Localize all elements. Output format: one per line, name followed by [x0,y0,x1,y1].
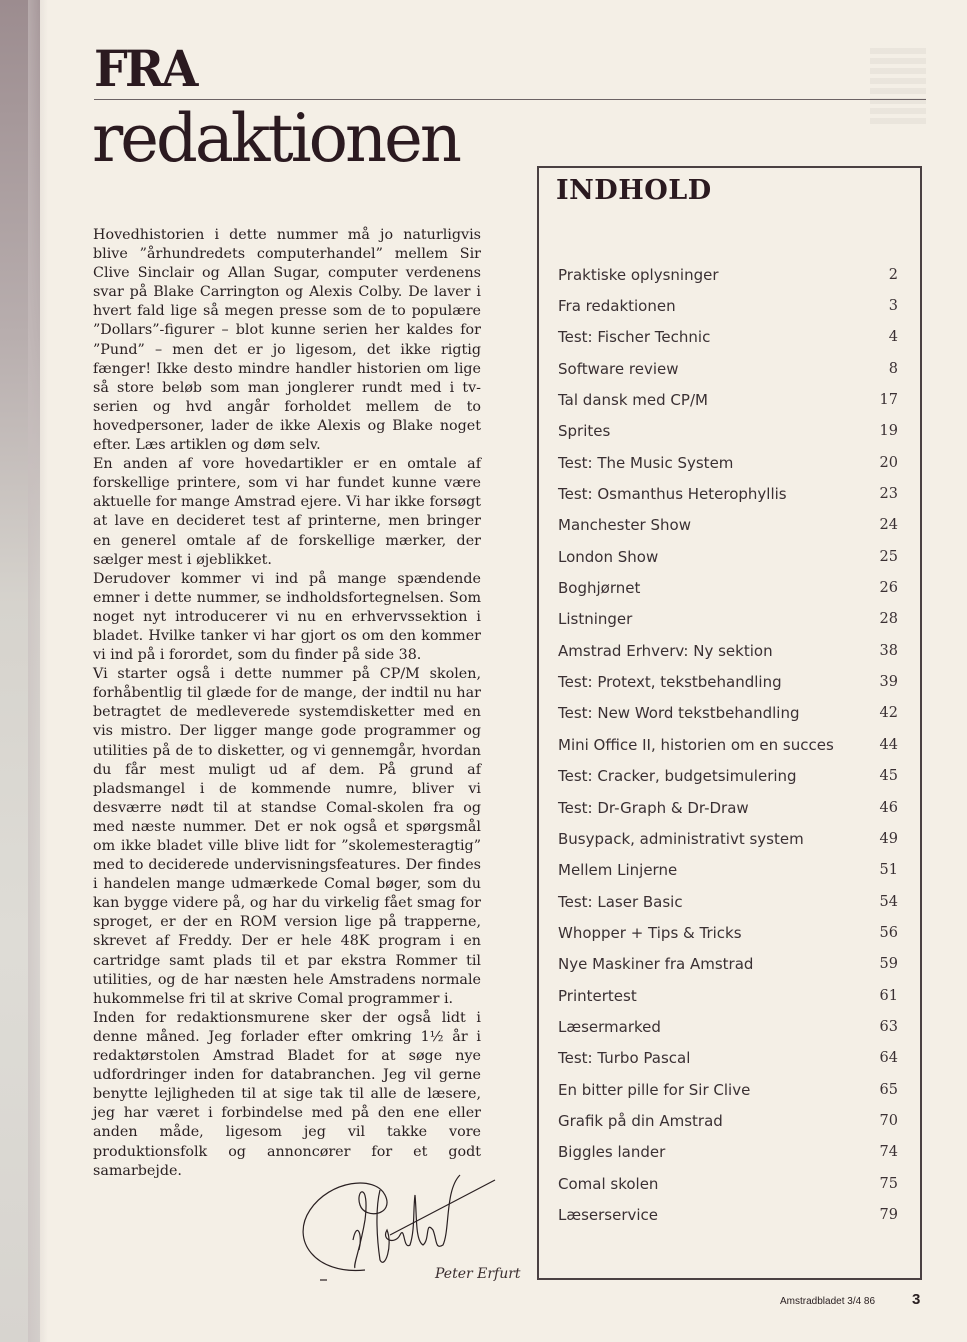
signature-image [285,1150,505,1285]
toc-item-page: 64 [879,1050,898,1067]
toc-item-page: 25 [879,548,898,565]
toc-item[interactable] [558,572,898,603]
toc-item[interactable] [558,1074,898,1105]
signature-name: Peter Erfurt [435,1266,521,1282]
toc-item-label: Comal skolen [558,1174,659,1193]
toc-item[interactable] [558,541,898,572]
toc-item-label: Test: The Music System [558,453,734,472]
toc-item[interactable] [558,384,898,415]
toc-item-page: 45 [879,768,898,785]
toc-item-page: 61 [879,987,898,1004]
toc-item-page: 19 [879,423,898,440]
editorial-paragraph: En anden af vore hovedartikler er en omtale af forskellige printere, som vi har fundet kunne være aktuelle for mange Amstrad ejere. Vi har ikke forsøgt at lave en decideret test af printerne, men bringer en generel omtale af de forskellige mærker, der sælger mest i øjeblikket. [93,456,482,568]
toc-item-label: Test: Fischer Technic [558,328,711,347]
toc-item-label: Fra redaktionen [558,297,676,316]
toc-item-page: 65 [879,1081,898,1098]
toc-item-page: 49 [879,830,898,847]
toc-item-page: 70 [879,1112,898,1129]
toc-item[interactable] [558,1043,898,1074]
toc-item-label: Læsermarked [558,1017,661,1036]
toc-item[interactable] [558,729,898,760]
bleed-through [870,48,926,124]
toc-item[interactable] [558,917,898,948]
toc-item-label: Praktiske oplysninger [558,265,719,284]
toc-item-page: 79 [879,1206,898,1223]
toc-item-label: Test: Laser Basic [558,892,683,911]
toc-item[interactable] [558,666,898,697]
editorial-paragraph: Hovedhistorien i dette nummer må jo naturligvis blive ”århundredets computerhandel” mellem Sir Clive Sinclair og Allan Sugar, computer verdenens svar på Blake Carrington og Alexis Colby. De laver i hvert fald lige så megen presse som de to populære ”Dollars”-figurer – blot kunne serien her kaldes for ”Pund” – men det er jo ligesom, det ikke rigtig fænger! Ikke desto mindre handler historien om lige så store beløb som man jonglerer rundt med i tv-serien og hvd angår forholdet mellem de to hovedpersoner, lader de ikke Alexis og Blake noget efter. Læs artiklen og døm selv. [93,227,481,454]
toc-item-page: 39 [879,674,898,691]
toc-item-label: Test: Osmanthus Heterophyllis [558,485,787,504]
header-kicker: FRA [94,39,196,98]
toc-item-page: 74 [879,1144,898,1161]
toc-item[interactable] [558,1199,898,1230]
toc-item[interactable] [558,322,898,353]
toc-item-page: 51 [879,862,898,879]
toc-item-page: 4 [888,329,898,346]
toc-item-page: 24 [879,517,898,534]
toc-item[interactable] [558,761,898,792]
toc-item[interactable] [558,886,898,917]
toc-item-label: Test: Dr-Graph & Dr-Draw [558,798,749,817]
toc-item-page: 56 [879,924,898,941]
toc-item-label: Boghjørnet [558,579,641,598]
toc-item[interactable] [558,604,898,635]
toc-item[interactable] [558,510,898,541]
toc-item-label: Test: New Word tekstbehandling [558,704,800,723]
editorial-paragraph: Inden for redaktionsmurene sker der også lidt i denne måned. Jeg forlader efter omkring 1½ år i redaktørstolen Amstrad Bladet for at søge nye udfordringer inden for databranchen. Jeg vil gerne benytte lejligheden til at sige tak til alle de læsere, jeg har været i forbindelse med på den ene eller anden måde, ligesom jeg vil takke vore produktionsfolk og annoncører for et godt samarbejde. [93,1009,481,1179]
toc-item-page: 8 [888,360,898,377]
editorial-paragraph: Derudover kommer vi ind på mange spændende emner i dette nummer, se indholdsfortegnelsen. Som noget nyt introducerer vi nu en erhvervssektion i bladet. Hvilke tanker vi har gjort os om den kommer vi ind på i forordet, som du finder på side 38. [93,570,481,664]
toc-list [558,259,898,1231]
toc-item-page: 23 [879,486,898,503]
toc-item-page: 59 [879,956,898,973]
toc-item-label: Test: Turbo Pascal [558,1049,691,1068]
toc-item-label: Listninger [558,610,633,629]
toc-item[interactable] [558,792,898,823]
editorial-body [93,226,481,1181]
toc-item-label: Whopper + Tips & Tricks [558,923,742,942]
page-title: redaktionen [92,100,459,177]
toc-item-page: 26 [879,580,898,597]
page-binding-fade [28,0,48,1342]
toc-item-label: Printertest [558,986,637,1005]
toc-item-page: 28 [879,611,898,628]
toc-item[interactable] [558,447,898,478]
toc-item-page: 44 [879,736,898,753]
toc-item-label: London Show [558,547,659,566]
toc-item-label: Grafik på din Amstrad [558,1111,723,1130]
toc-item-label: Manchester Show [558,516,691,535]
toc-item[interactable] [558,416,898,447]
toc-item[interactable] [558,1137,898,1168]
toc-item-page: 54 [879,893,898,910]
toc-item[interactable] [558,698,898,729]
toc-item-label: Test: Protext, tekstbehandling [558,673,782,692]
toc-item[interactable] [558,1011,898,1042]
toc-item-page: 17 [879,392,898,409]
toc-item-label: En bitter pille for Sir Clive [558,1080,751,1099]
footer-magazine-issue: Amstradbladet 3/4 86 [780,1296,876,1307]
toc-item-label: Biggles lander [558,1143,666,1162]
toc-item-label: Mellem Linjerne [558,861,678,880]
toc-item-label: Software review [558,359,679,378]
toc-item-page: 3 [888,298,898,315]
toc-item-page: 63 [879,1018,898,1035]
toc-item-page: 38 [879,642,898,659]
toc-item-page: 46 [879,799,898,816]
toc-item[interactable] [558,259,898,290]
toc-item[interactable] [558,1105,898,1136]
toc-item-page: 75 [879,1175,898,1192]
toc-item-page: 20 [879,454,898,471]
toc-item-label: Læserservice [558,1205,659,1224]
toc-title: INDHOLD [556,175,712,206]
toc-item-label: Mini Office II, historien om en succes [558,735,834,754]
toc-item[interactable] [558,1168,898,1199]
toc-item[interactable] [558,855,898,886]
toc-item[interactable] [558,823,898,854]
toc-item-page: 42 [879,705,898,722]
toc-item[interactable] [558,478,898,509]
footer-page-number: 3 [912,1291,921,1308]
editorial-paragraph: Vi starter også i dette nummer på CP/M skolen, forhåbentlig til glæde for de mange, der indtil nu har betragtet de medleverede systemdisketter med en vis mistro. Der ligger mange gode programmer og utilities på de to disketter, og vi gennemgår, hvordan du får mest muligt ud af dem. På grund af pladsmangel i de kommende numre, bliver vi desværre nødt til at standse Comal-skolen fra og med næste nummer. Det er nok også et spørgsmål om ikke bladet ville blive lidt for ”skolemesteragtig” med to deciderede undervisningsfeatures. Der findes i handelen mange udmærkede Comal bøger, som du kan bygge videre på, og har du virkelig fået smag for sproget, er der en ROM version lige på trapperne, skrevet af Freddy. Der er hele 48K program i en cartridge samt plads til et par ekstra Rommer til utilities, og de har næsten hele Amstradens normale hukommelse fri til at skrive Comal programmer i. [93,666,481,1007]
toc-item-label: Nye Maskiner fra Amstrad [558,955,754,974]
toc-item[interactable] [558,635,898,666]
toc-item-label: Amstrad Erhverv: Ny sektion [558,641,773,660]
toc-item[interactable] [558,290,898,321]
toc-item-label: Sprites [558,422,611,441]
toc-item[interactable] [558,353,898,384]
toc-item-label: Tal dansk med CP/M [558,391,708,410]
toc-item-label: Busypack, administrativt system [558,829,804,848]
toc-item-label: Test: Cracker, budgetsimulering [558,767,797,786]
toc-item[interactable] [558,980,898,1011]
toc-item-page: 2 [888,266,898,283]
toc-item[interactable] [558,949,898,980]
